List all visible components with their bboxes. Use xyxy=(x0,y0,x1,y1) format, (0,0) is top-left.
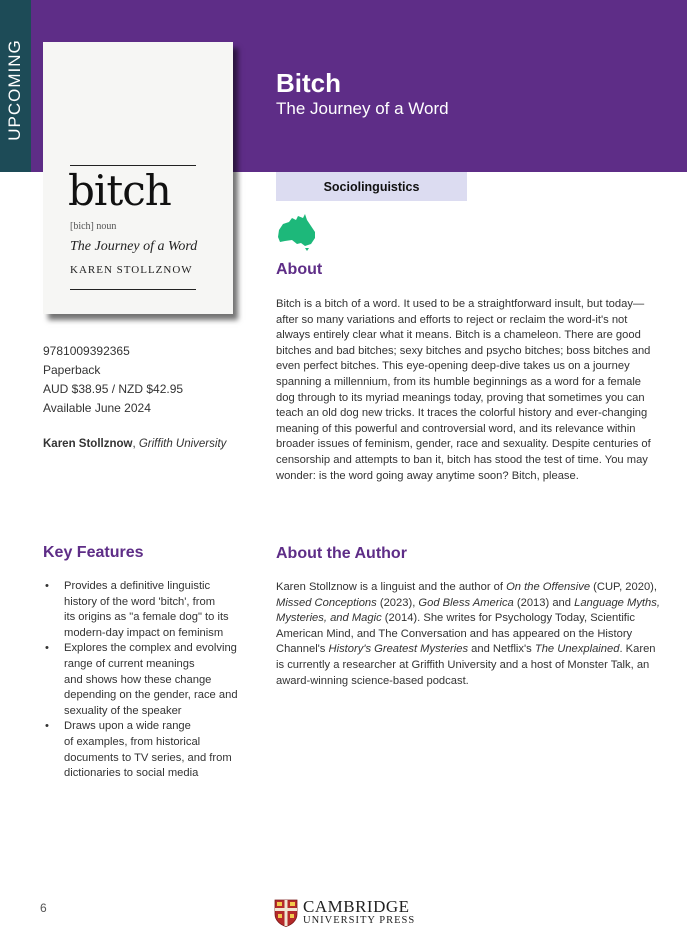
key-feature-line: of examples, from historical xyxy=(64,735,201,748)
about-line: bitches and bad bitches; sexy bitches and psycho bitches; boss bitches and xyxy=(276,344,651,357)
about-line: after so many variations and efforts to reject or reclaim the word-it's not xyxy=(276,313,628,326)
key-feature-line: depending on the gender, race and xyxy=(64,689,238,702)
author-bio-line: American Mind, and The Conversation and has appeared on the History xyxy=(276,627,633,640)
book-title: Bitch xyxy=(276,68,341,98)
author-bio-line: award-winning science-based podcast. xyxy=(276,674,469,687)
publisher-logo xyxy=(274,898,415,927)
author-bio-line: Channel's History's Greatest Mysteries and Netflix's The Unexplained. Karen xyxy=(276,643,656,656)
about-body xyxy=(276,297,661,484)
about-line: meaning of this powerful and controversial word, and its relevance within xyxy=(276,422,636,435)
key-feature-line: history of the word 'bitch', from xyxy=(64,595,216,608)
about-line: wonder: is the word going away anytime soon? Bitch, please. xyxy=(276,469,579,482)
about-line: broader issues of feminism, gender, race and sexuality. Despite centuries of xyxy=(276,438,651,451)
cover-author: KAREN STOLLZNOW xyxy=(70,264,193,276)
cover-subtitle: The Journey of a Word xyxy=(70,239,198,254)
category-tag: Sociolinguistics xyxy=(276,172,467,201)
key-feature-line: sexuality of the speaker xyxy=(64,704,182,717)
author-bio-line: is currently a researcher at Griffith University and a host of Monster Talk, an xyxy=(276,658,650,671)
publisher-line1: CAMBRIDGE xyxy=(303,897,410,916)
key-feature-item xyxy=(43,579,243,641)
cover-word: bitch xyxy=(68,166,171,215)
format: Paperback xyxy=(43,363,101,377)
publisher-wordmark xyxy=(303,898,415,927)
publisher-line2: UNIVERSITY PRESS xyxy=(303,915,416,926)
key-features-list xyxy=(43,579,243,782)
key-feature-line: range of current meanings xyxy=(64,657,195,670)
about-heading: About xyxy=(276,261,323,278)
author-affiliation: Griffith University xyxy=(138,438,227,450)
key-feature-line: modern-day impact on feminism xyxy=(64,626,224,639)
about-line: censorship and attempts to ban it, bitch has stood the test of time. You may xyxy=(276,453,648,466)
about-line: Bitch is a bitch of a word. It used to be a straightforward insult, but today— xyxy=(276,298,645,310)
about-line: spanning a millennium, from its humble beginnings as a word for a female xyxy=(276,375,642,388)
book-subtitle: The Journey of a Word xyxy=(276,99,449,118)
side-tab-label: UPCOMING xyxy=(5,39,24,141)
key-feature-line: • Draws upon a wide range xyxy=(64,720,191,733)
price: AUD $38.95 / NZD $42.95 xyxy=(43,382,184,396)
key-feature-line: dictionaries to social media xyxy=(64,767,199,780)
isbn: 9781009392365 xyxy=(43,344,130,358)
key-feature-line: documents to TV series, and from xyxy=(64,751,232,764)
about-line: teach an old dog new tricks. It traces the colorful history and ever-changing xyxy=(276,407,648,420)
key-feature-line: • Explores the complex and evolving xyxy=(64,642,237,655)
about-author-body xyxy=(276,580,666,689)
about-line: even perfect bitches. This eye-opening deep-dive takes us on a journey xyxy=(276,360,630,373)
key-feature-line: and shows how these change xyxy=(64,673,212,686)
cover-rule-bottom xyxy=(70,289,196,290)
australia-map-icon xyxy=(276,213,318,251)
author-separator: , xyxy=(132,438,139,450)
author-bio-line: Mysteries, and Magic (2014). She writes for Psychology Today, Scientific xyxy=(276,612,635,625)
availability: Available June 2024 xyxy=(43,401,151,415)
page-number: 6 xyxy=(40,901,47,915)
key-feature-line: its origins as "a female dog" to its xyxy=(64,611,229,624)
key-feature-line: • Provides a definitive linguistic xyxy=(64,580,211,592)
author-name: Karen Stollznow xyxy=(43,438,133,450)
about-line: dog through to its myriad meanings today, proving that sometimes you can xyxy=(276,391,645,404)
author-credit xyxy=(43,438,226,450)
key-feature-item xyxy=(43,641,243,719)
about-author-heading: About the Author xyxy=(276,545,407,562)
key-features-heading: Key Features xyxy=(43,544,144,561)
cambridge-shield-icon xyxy=(274,899,298,927)
side-tab xyxy=(0,0,31,172)
cover-pronunciation: [bich] noun xyxy=(70,221,117,232)
author-bio-line: Karen Stollznow is a linguist and the author of On the Offensive (CUP, 2020), xyxy=(276,581,658,593)
author-bio-line: Missed Conceptions (2023), God Bless America (2013) and Language Myths, xyxy=(276,596,660,609)
book-cover xyxy=(43,42,233,314)
about-line: always entirely clear what it means. Bitch is a chameleon. There are good xyxy=(276,329,641,342)
key-feature-item xyxy=(43,719,243,781)
